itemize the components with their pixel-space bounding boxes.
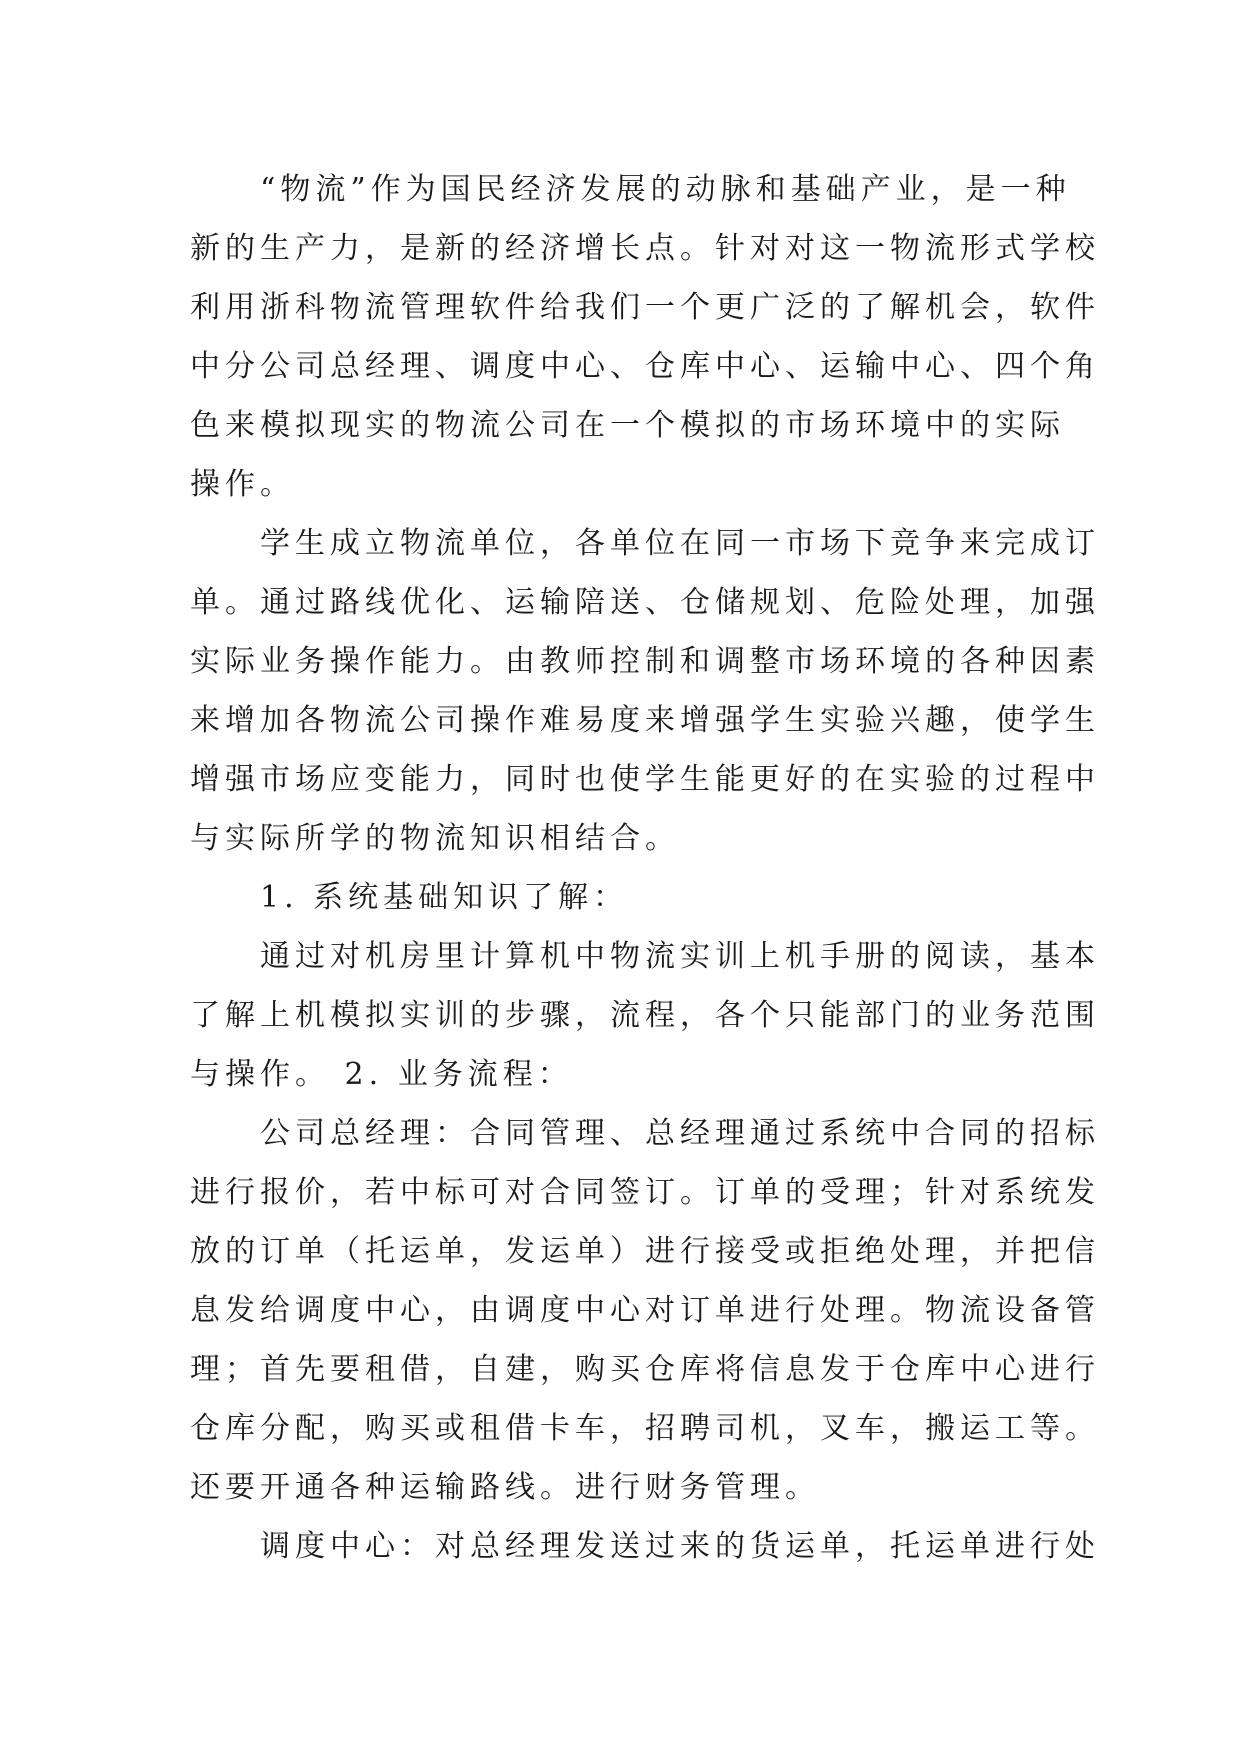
text-line: 仓库分配，购买或租借卡车，招聘司机，叉车，搬运工等。 (190, 1411, 1100, 1446)
text-line: 息发给调度中心，由调度中心对订单进行处理。物流设备管 (190, 1293, 1100, 1328)
text-line: 1. 系统基础知识了解： (190, 880, 629, 915)
text-line: 来增加各物流公司操作难易度来增强学生实验兴趣，使学生 (190, 703, 1100, 738)
text-line: 公司总经理：合同管理、总经理通过系统中合同的招标 (190, 1116, 1100, 1151)
text-line: 与实际所学的物流知识相结合。 (190, 821, 680, 856)
text-line: 通过对机房里计算机中物流实训上机手册的阅读，基本 (190, 939, 1100, 974)
text-line: “物流”作为国民经济发展的动脉和基础产业，是一种 (190, 172, 1071, 207)
text-line: 理；首先要租借，自建，购买仓库将信息发于仓库中心进行 (190, 1352, 1100, 1387)
text-line: 调度中心：对总经理发送过来的货运单，托运单进行处 (190, 1529, 1100, 1564)
text-line: 学生成立物流单位，各单位在同一市场下竞争来完成订 (190, 526, 1100, 561)
text-line: 实际业务操作能力。由教师控制和调整市场环境的各种因素 (190, 644, 1100, 679)
text-line: 了解上机模拟实训的步骤，流程，各个只能部门的业务范围 (190, 998, 1100, 1033)
text-line: 进行报价，若中标可对合同签订。订单的受理；针对系统发 (190, 1175, 1100, 1210)
text-line: 利用浙科物流管理软件给我们一个更广泛的了解机会，软件 (190, 290, 1100, 325)
document-body (190, 160, 1100, 1576)
text-line: 单。通过路线优化、运输陪送、仓储规划、危险处理，加强 (190, 585, 1100, 620)
text-line: 增强市场应变能力，同时也使学生能更好的在实验的过程中 (190, 762, 1100, 797)
text-line: 新的生产力，是新的经济增长点。针对对这一物流形式学校 (190, 231, 1100, 266)
text-line: 与操作。 2. 业务流程： (190, 1057, 573, 1092)
text-line: 还要开通各种运输路线。进行财务管理。 (190, 1470, 820, 1505)
text-line: 操作。 (190, 467, 295, 502)
text-line: 色来模拟现实的物流公司在一个模拟的市场环境中的实际 (190, 408, 1065, 443)
text-line: 放的订单（托运单，发运单）进行接受或拒绝处理，并把信 (190, 1234, 1100, 1269)
text-line: 中分公司总经理、调度中心、仓库中心、运输中心、四个角 (190, 349, 1100, 384)
